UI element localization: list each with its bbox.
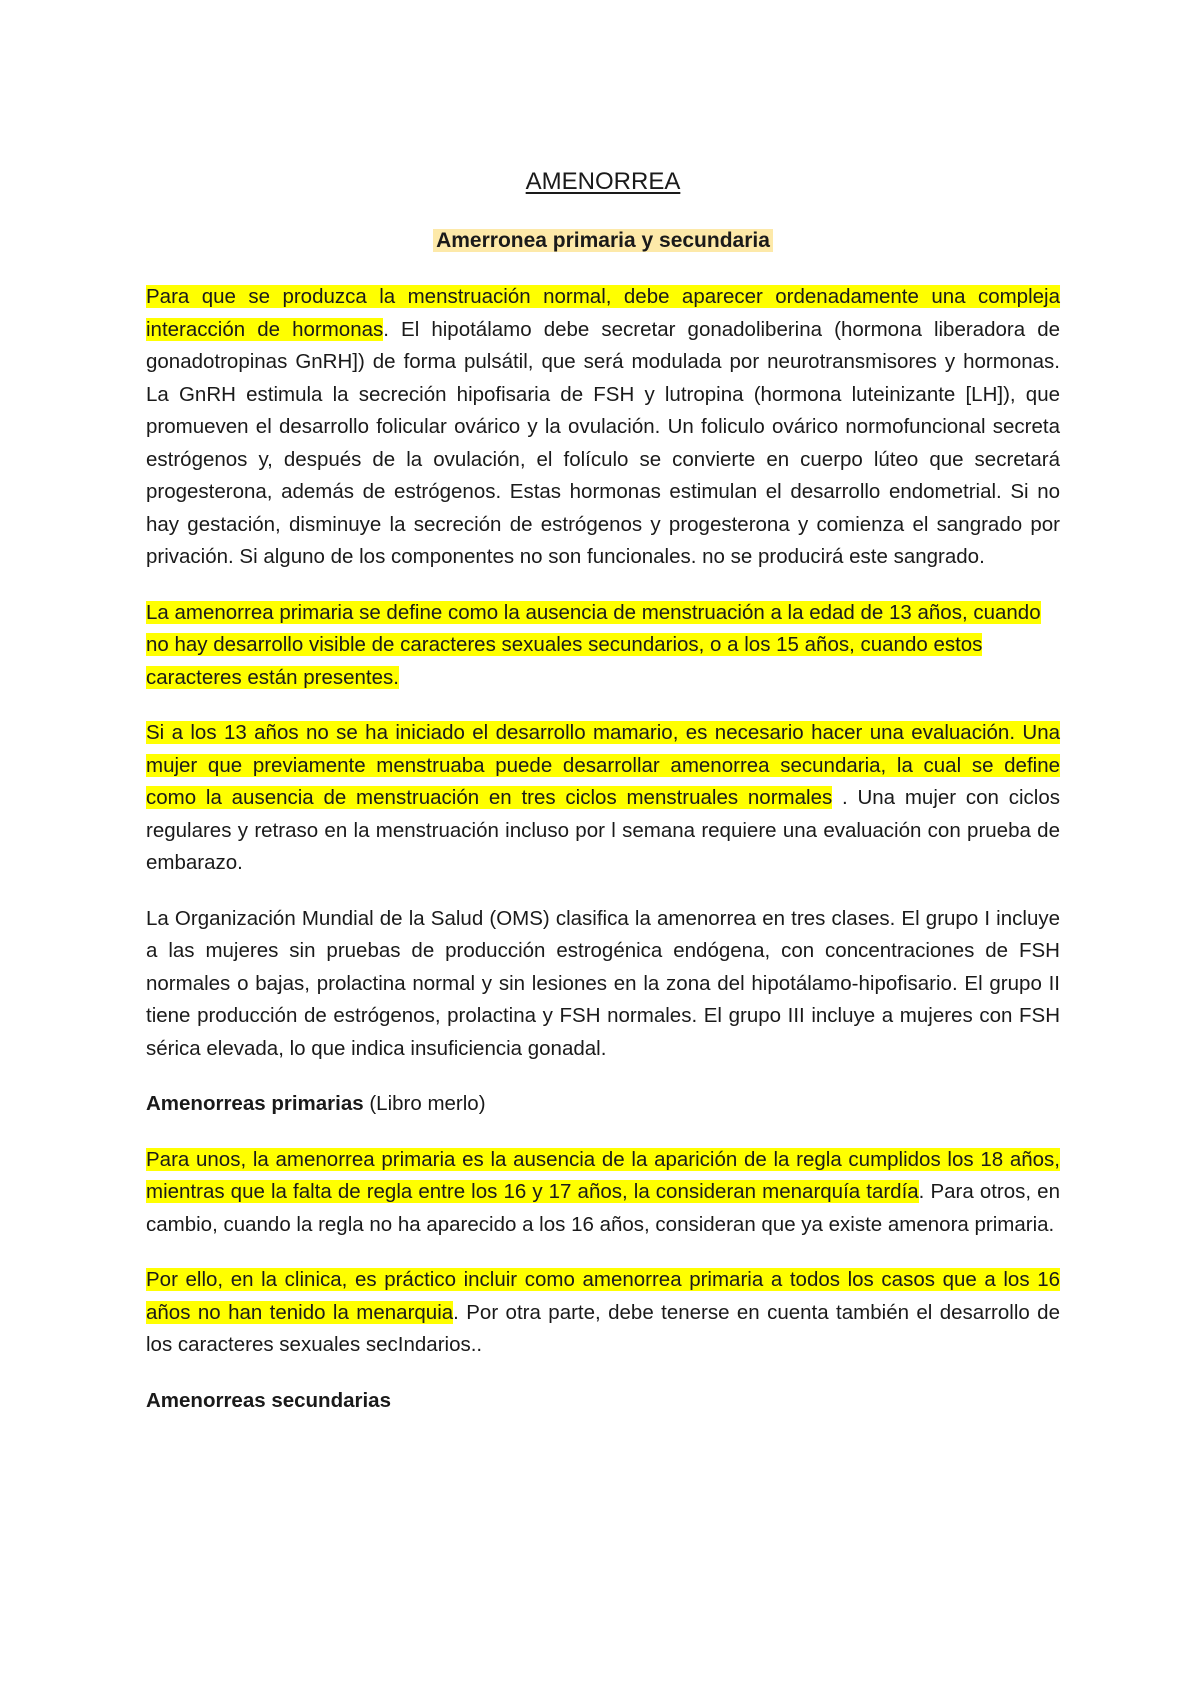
document-title: AMENORREA — [525, 168, 681, 195]
paragraph-text: . Una mujer con ciclos regulares y retraso en la menstruación incluso por l semana requiere una evaluación con prueba de embarazo. — [146, 786, 1060, 874]
paragraph-secondary-definition — [146, 717, 1060, 880]
paragraph-primary-criteria — [146, 1144, 1060, 1242]
highlighted-text: La amenorrea primaria se define como la ausencia de menstruación a la edad de 13 años, cuando no hay desarrollo visible de caracteres sexuales secundarios, o a los 15 años, cuando estos caracteres están presentes. — [146, 600, 1041, 689]
highlighted-text: Para que se produzca la menstruación normal, debe aparecer ordenadamente una compleja interacción de hormonas — [146, 285, 1060, 341]
highlighted-text: Para unos, la amenorrea primaria es la ausencia de la aparición de la regla cumplidos los 18 años, mientras que la falta de regla entre los 16 y 17 años, la consideran menarquía tardía — [146, 1147, 1060, 1203]
paragraph-text: . Para otros, en cambio, cuando la regla no ha aparecido a los 16 años, consideran que ya existe amenora primaria. — [146, 1180, 1060, 1236]
section-heading-bold: Amenorreas secundarias — [146, 1388, 391, 1412]
paragraph-text: . Por otra parte, debe tenerse en cuenta también el desarrollo de los caracteres sexuales secIndarios.. — [146, 1300, 1060, 1356]
paragraph-text: La Organización Mundial de la Salud (OMS) clasifica la amenorrea en tres clases. El grupo I incluye a las mujeres sin pruebas de producción estrogénica endógena, con concentraciones de FSH normales o bajas, prolactina normal y sin lesiones en la zona del hipotálamo-hipofisario. El grupo II tiene producción de estrógenos, prolactina y FSH normales. El grupo III incluye a mujeres con FSH sérica elevada, lo que indica insuficiencia gonadal. — [146, 906, 1060, 1060]
section-heading-primary — [146, 1088, 1060, 1121]
paragraph-clinical-practice — [146, 1264, 1060, 1362]
section-heading-note: (Libro merlo) — [363, 1092, 486, 1115]
subtitle-text: Amerronea primaria y secundaria — [433, 229, 773, 252]
document-body — [146, 166, 1060, 1440]
highlighted-text: Por ello, en la clinica, es práctico incluir como amenorrea primaria a todos los casos que a los 16 años no han tenido la menarquia — [146, 1268, 1060, 1324]
highlighted-text: Si a los 13 años no se ha iniciado el desarrollo mamario, es necesario hacer una evaluación. Una mujer que previamente menstruaba puede desarrollar amenorrea secundaria, la cual se define como la ausencia de menstruación en tres ciclos menstruales normales — [146, 721, 1060, 809]
section-heading-bold: Amenorreas primarias — [146, 1092, 364, 1115]
document-subtitle — [146, 225, 1060, 257]
paragraph-menstruation-physiology — [146, 281, 1060, 574]
section-heading-secondary — [146, 1385, 1060, 1418]
paragraph-text: . El hipotálamo debe secretar gonadoliberina (hormona liberadora de gonadotropinas GnRH]) de forma pulsátil, que será modulada por neurotransmisores y hormonas. La GnRH estimula la secreción hipofisaria de FSH y lutropina (hormona luteinizante [LH]), que promueven el desarrollo folicular ovárico y la ovulación. Un foliculo ovárico normofuncional secreta estrógenos y, después de la ovulación, el folículo se convierte en cuerpo lúteo que secretará progesterona, además de estrógenos. Estas hormonas estimulan el desarrollo endometrial. Si no hay gestación, disminuye la secreción de estrógenos y progesterona y comienza el sangrado por privación. Si alguno de los componentes no son funcionales. no se producirá este sangrado. — [146, 317, 1060, 568]
paragraph-primary-definition — [146, 597, 1060, 695]
paragraph-oms-classification — [146, 903, 1060, 1066]
